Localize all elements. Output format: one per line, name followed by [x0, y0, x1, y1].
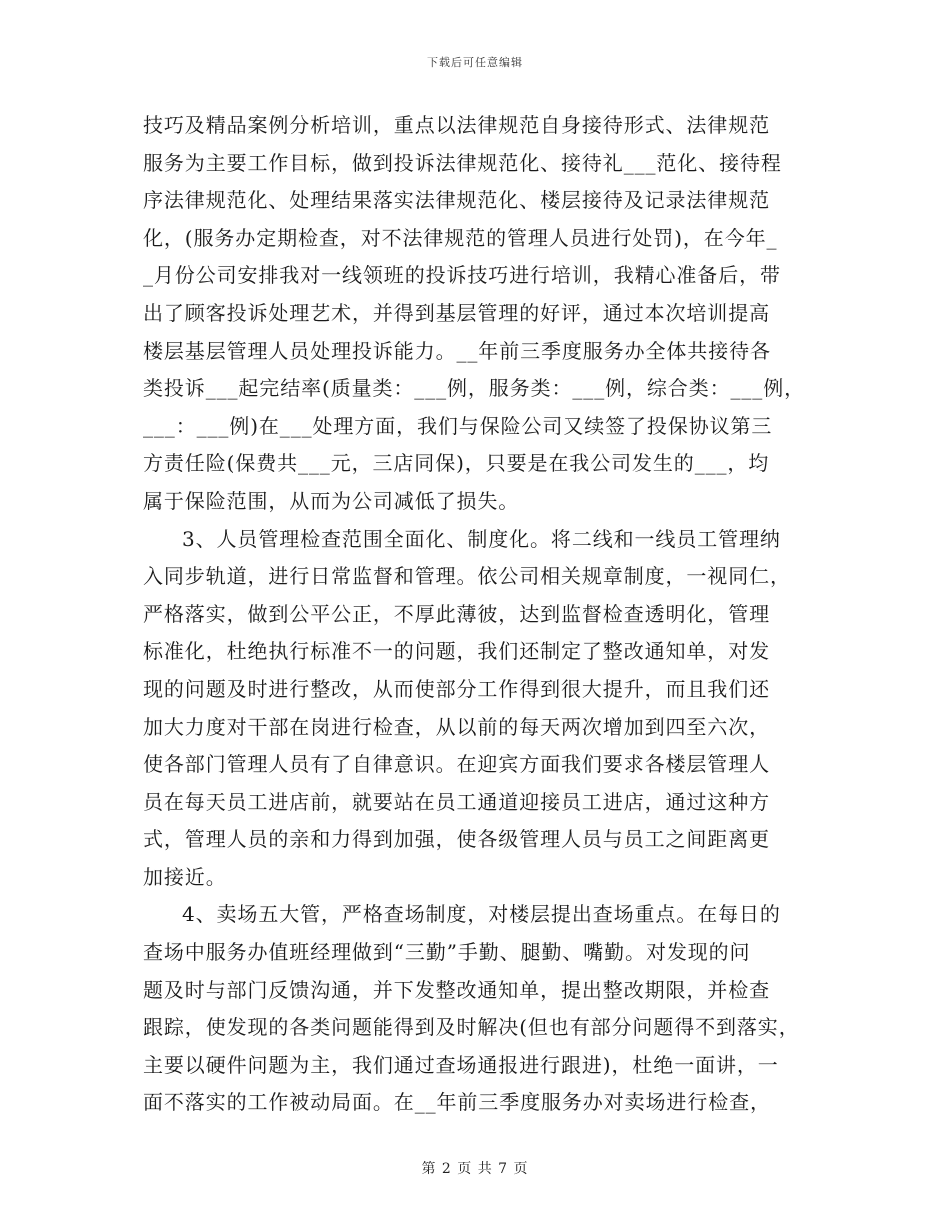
- text-line: _月份公司安排我对一线领班的投诉技巧进行培训，我精心准备后，带: [143, 263, 781, 288]
- text-line: 标准化，杜绝执行标准不一的问题，我们还制定了整改通知单，对发: [143, 639, 770, 664]
- text-line: 化，(服务办定期检查，对不法律规范的管理人员进行处罚)，在今年_: [143, 225, 778, 250]
- text-line: 面不落实的工作被动局面。在__年前三季度服务办对卖场进行检查，: [143, 1090, 771, 1115]
- text-line: 3、人员管理检查范围全面化、制度化。将二线和一线员工管理纳: [182, 526, 781, 551]
- text-line: 技巧及精品案例分析培训，重点以法律规范自身接待形式、法律规范: [143, 113, 770, 137]
- page-footer: 第 2 页 共 7 页: [421, 1161, 529, 1177]
- text-line: 属于保险范围，从而为公司减低了损失。: [143, 488, 520, 513]
- page-header: 下载后可任意编辑: [427, 56, 523, 69]
- text-line: 员在每天员工进店前，就要站在员工通道迎接员工进店，通过这种方: [143, 789, 770, 814]
- text-line: 入同步轨道，进行日常监督和管理。依公司相关规章制度，一视同仁，: [143, 564, 791, 589]
- text-line: 出了顾客投诉处理艺术，并得到基层管理的好评，通过本次培训提高: [143, 300, 770, 325]
- text-line: 题及时与部门反馈沟通，并下发整改通知单，提出整改期限，并检查: [143, 977, 770, 1002]
- text-line: 加大力度对干部在岗进行检查，从以前的每天两次增加到四至六次，: [143, 714, 770, 739]
- text-line: 使各部门管理人员有了自律意识。在迎宾方面我们要求各楼层管理人: [143, 752, 770, 777]
- text-line: 服务为主要工作目标，做到投诉法律规范化、接待礼___范化、接待程: [143, 150, 782, 175]
- document-body: [143, 107, 823, 1122]
- text-line: 加接近。: [143, 864, 227, 889]
- text-line: 序法律规范化、处理结果落实法律规范化、楼层接待及记录法律规范: [143, 188, 770, 213]
- text-line: 类投诉___起完结率(质量类：___例，服务类：___例，综合类：___例，: [143, 376, 806, 401]
- text-line: 查场中服务办值班经理做到“三勤”手勤、腿勤、嘴勤。对发现的问: [143, 940, 751, 965]
- text-line: 跟踪，使发现的各类问题能得到及时解决(但也有部分问题得不到落实，: [143, 1015, 800, 1040]
- text-line: 现的问题及时进行整改，从而使部分工作得到很大提升，而且我们还: [143, 676, 770, 701]
- text-line: ___：___例)在___处理方面，我们与保险公司又续签了投保协议第三: [143, 413, 773, 438]
- text-line: 严格落实，做到公平公正，不厚此薄彼，达到监督检查透明化，管理: [143, 601, 770, 626]
- text-line: 4、卖场五大管，严格查场制度，对楼层提出查场重点。在每日的: [182, 902, 781, 927]
- text-line: 楼层基层管理人员处理投诉能力。__年前三季度服务办全体共接待各: [143, 338, 771, 363]
- text-line: 式，管理人员的亲和力得到加强，使各级管理人员与员工之间距离更: [143, 827, 770, 852]
- text-line: 主要以硬件问题为主，我们通过查场通报进行跟进)，杜绝一面讲，一: [143, 1052, 779, 1077]
- text-line: 方责任险(保费共___元，三店同保)，只要是在我公司发生的___，均: [143, 451, 770, 476]
